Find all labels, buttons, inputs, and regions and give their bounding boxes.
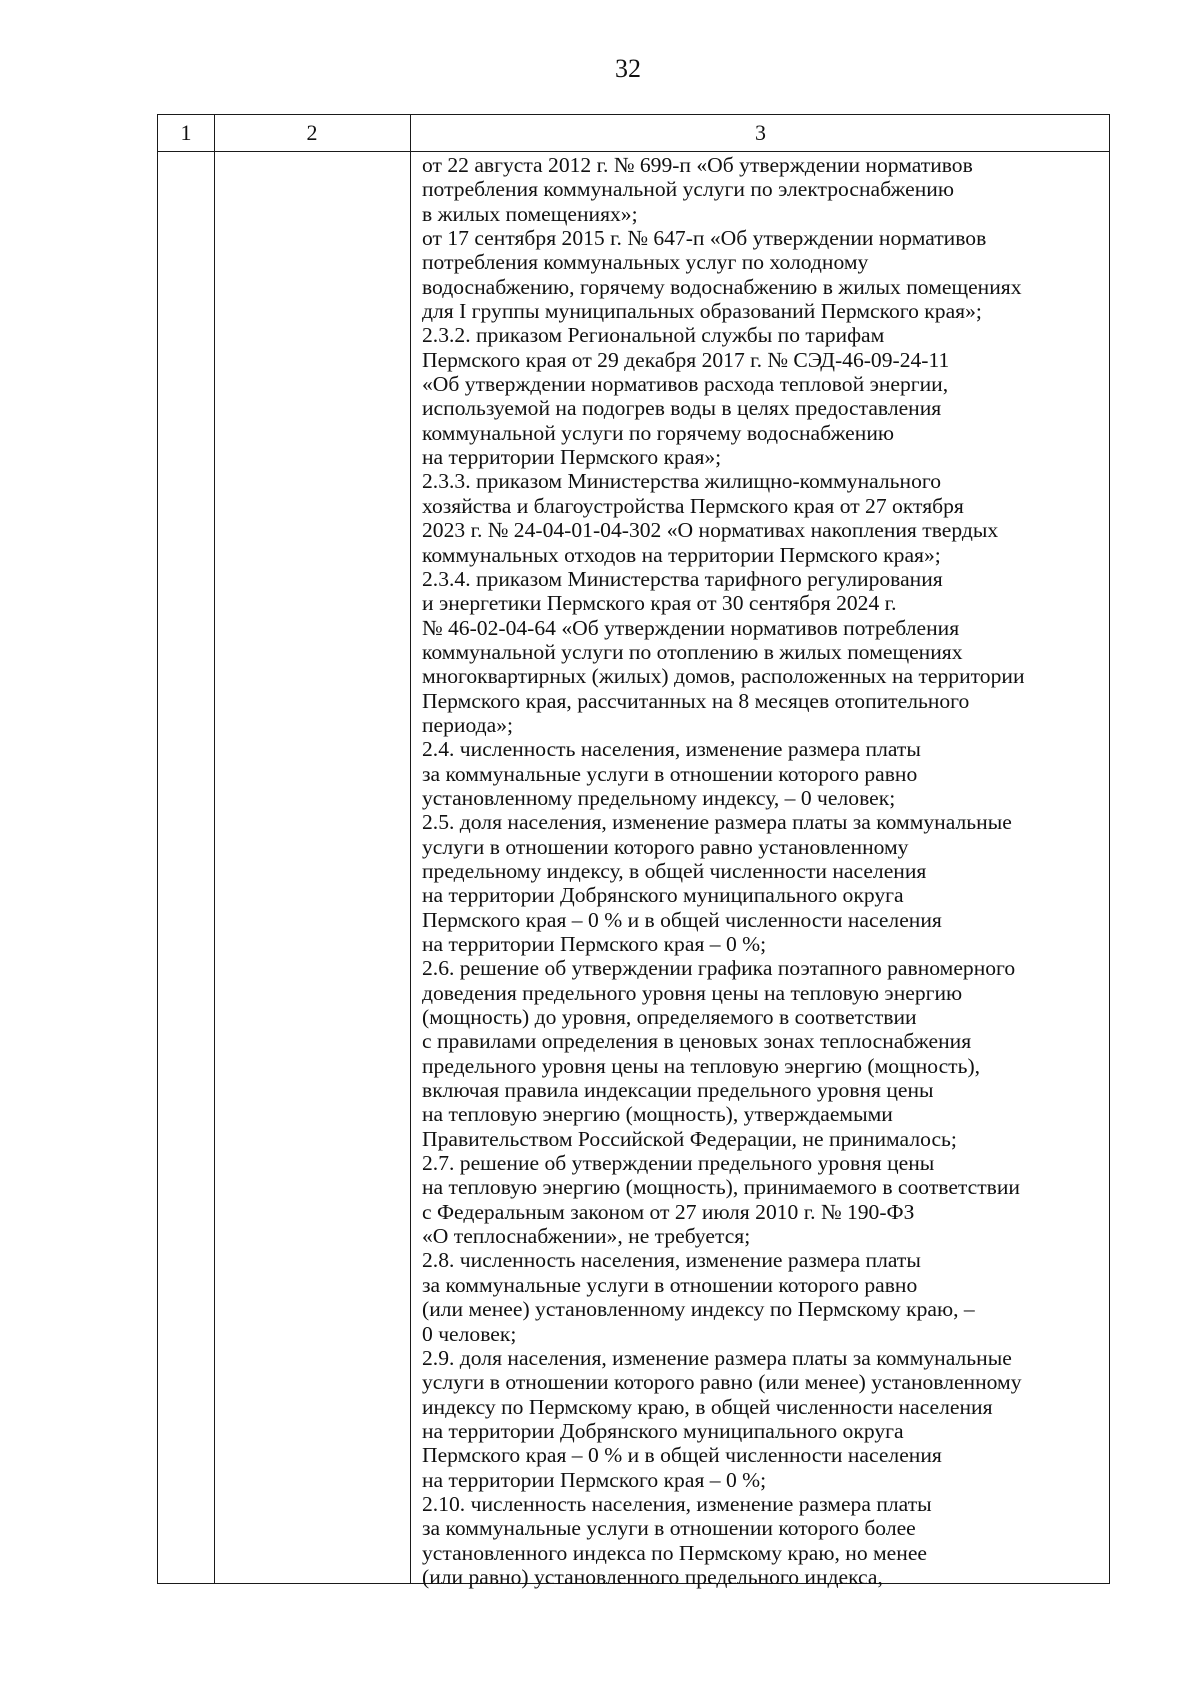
text-line: 2.3.4. приказом Министерства тарифного регулирования — [422, 566, 943, 591]
text-line: на территории Добрянского муниципального округа — [422, 1418, 904, 1443]
text-line: периода»; — [422, 712, 514, 737]
text-line: установленного индекса по Пермскому краю, но менее — [422, 1540, 927, 1565]
header-divider — [158, 151, 1109, 152]
text-line: услуги в отношении которого равно установленному — [422, 834, 909, 859]
text-line: за коммунальные услуги в отношении которого более — [422, 1516, 916, 1541]
text-line: установленному предельному индексу, – 0 человек; — [422, 785, 896, 810]
text-line: 2.7. решение об утверждении предельного уровня цены — [422, 1151, 935, 1176]
text-line: 2.3.3. приказом Министерства жилищно-коммунального — [422, 469, 941, 494]
document-table — [157, 114, 1110, 1589]
text-line: коммунальных отходов на территории Пермского края»; — [422, 542, 941, 567]
text-line: Правительством Российской Федерации, не принималось; — [422, 1126, 957, 1151]
column-divider-1 — [214, 115, 215, 1583]
text-line: от 17 сентября 2015 г. № 647-п «Об утверждении нормативов — [422, 226, 987, 251]
text-line: за коммунальные услуги в отношении которого равно — [422, 1272, 918, 1297]
text-line: 2.9. доля населения, изменение размера платы за коммунальные — [422, 1345, 1012, 1370]
column-header-1: 1 — [180, 120, 192, 145]
text-line: за коммунальные услуги в отношении которого равно — [422, 761, 918, 786]
text-line: на территории Пермского края – 0 %; — [422, 1467, 767, 1492]
text-line: индексу по Пермскому краю, в общей численности населения — [422, 1394, 993, 1419]
text-line: 0 человек; — [422, 1321, 517, 1346]
text-line: (мощность) до уровня, определяемого в соответствии — [422, 1005, 917, 1030]
text-line: на территории Пермского края – 0 %; — [422, 932, 767, 956]
text-line: 2.5. доля населения, изменение размера платы за коммунальные — [422, 810, 1012, 835]
text-line: коммунальной услуги по горячему водоснабжению — [422, 420, 895, 445]
text-line: с правилами определения в ценовых зонах теплоснабжения — [422, 1029, 972, 1054]
page-number: 32 — [615, 54, 641, 83]
text-line: Пермского края от 29 декабря 2017 г. № СЭД-46-09-24-11 — [422, 347, 950, 372]
column-3-text — [422, 153, 1107, 1589]
text-line: на тепловую энергию (мощность), принимаемого в соответствии — [422, 1175, 1020, 1200]
text-line: на территории Пермского края»; — [422, 445, 722, 470]
text-line: хозяйства и благоустройства Пермского края от 27 октября — [422, 493, 964, 518]
column-header-3: 3 — [755, 120, 766, 145]
text-line: «Об утверждении нормативов расхода тепловой энергии, — [422, 372, 949, 397]
text-line: используемой на подогрев воды в целях предоставления — [422, 396, 942, 421]
text-line: 2.3.2. приказом Региональной службы по тарифам — [422, 323, 885, 348]
text-line: с Федеральным законом от 27 июля 2010 г. № 190-ФЗ — [422, 1199, 915, 1224]
text-line: предельному индексу, в общей численности населения — [422, 858, 927, 883]
text-line: водоснабжению, горячему водоснабжению в жилых помещениях — [422, 274, 1022, 299]
text-line: в жилых помещениях»; — [422, 201, 638, 226]
text-line: № 46-02-04-64 «Об утверждении нормативов потребления — [422, 615, 960, 640]
text-line: 2023 г. № 24-04-01-04-302 «О нормативах накопления твердых — [422, 518, 999, 543]
text-line: многоквартирных (жилых) домов, расположенных на территории — [422, 664, 1025, 689]
text-line: Пермского края – 0 % и в общей численности населения — [422, 907, 942, 932]
text-line: потребления коммунальных услуг по холодному — [422, 250, 869, 275]
text-line: услуги в отношении которого равно (или менее) установленному — [422, 1370, 1022, 1395]
text-line: доведения предельного уровня цены на тепловую энергию — [422, 980, 963, 1005]
text-line: включая правила индексации предельного уровня цены — [422, 1078, 934, 1103]
text-line: (или равно) установленного предельного индекса, — [422, 1564, 883, 1589]
text-line: Пермского края – 0 % и в общей численности населения — [422, 1443, 942, 1468]
text-line: потребления коммунальной услуги по электроснабжению — [422, 177, 954, 202]
text-line: (или менее) установленному индексу по Пермскому краю, – — [422, 1297, 975, 1322]
text-line: «О теплоснабжении», не требуется; — [422, 1224, 751, 1249]
text-line: 2.8. численность населения, изменение размера платы — [422, 1248, 921, 1273]
text-line: на территории Добрянского муниципального округа — [422, 883, 904, 908]
text-line: предельного уровня цены на тепловую энергию (мощность), — [422, 1053, 981, 1078]
text-line: 2.6. решение об утверждении графика поэтапного равномерного — [422, 956, 1016, 981]
column-header-2: 2 — [306, 120, 318, 145]
text-line: 2.10. численность населения, изменение размера платы — [422, 1491, 932, 1516]
text-line: 2.4. численность населения, изменение размера платы — [422, 737, 921, 762]
text-line: для I группы муниципальных образований Пермского края»; — [422, 299, 982, 324]
text-line: и энергетики Пермского края от 30 сентября 2024 г. — [422, 591, 897, 616]
text-line: от 22 августа 2012 г. № 699-п «Об утверждении нормативов — [422, 153, 973, 177]
text-line: коммунальной услуги по отоплению в жилых помещениях — [422, 639, 963, 664]
text-line: на тепловую энергию (мощность), утверждаемыми — [422, 1102, 893, 1127]
text-line: Пермского края, рассчитанных на 8 месяцев отопительного — [422, 688, 970, 713]
column-divider-2 — [410, 115, 411, 1583]
